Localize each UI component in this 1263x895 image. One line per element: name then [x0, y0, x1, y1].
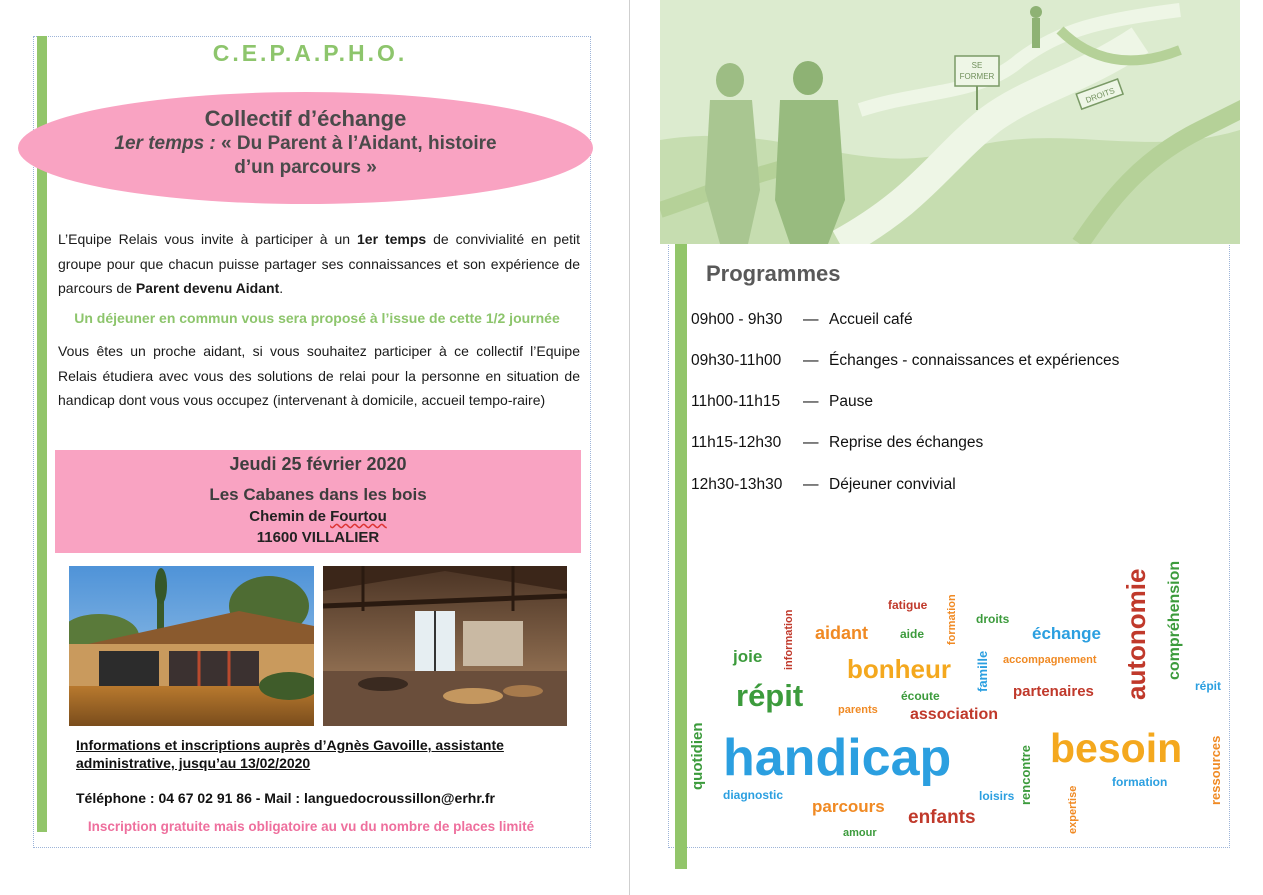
word-autonomie: autonomie [1121, 568, 1151, 700]
programme-item [691, 476, 956, 494]
word-formation-h: formation [1112, 775, 1168, 789]
support-paragraph: Vous êtes un proche aidant, si vous souhaitez participer à ce collectif l’Equipe Relais étudiera avec vous des solutions de relai pour la personne en situation de handicap dont vous vous occupez (intervenant à domicile, accueil tempo-raire) [58, 343, 580, 408]
page-divider [629, 0, 630, 895]
header-title: Collectif d’échange [204, 106, 407, 131]
programme-time: 09h00 - 9h30 [691, 311, 783, 328]
word-expertise: expertise [1067, 785, 1079, 834]
header-subtitle-italic: 1er temps : [114, 133, 216, 154]
programme-heading: Programmes [706, 261, 841, 286]
word-bonheur: bonheur [847, 654, 951, 684]
programme-dash: — [803, 311, 819, 328]
word-enfants: enfants [908, 807, 976, 828]
word-aide: aide [900, 627, 925, 641]
programme-item [691, 434, 983, 452]
contact-info-line2: administrative, jusqu’au 13/02/2020 [76, 755, 311, 771]
programme-dash: — [803, 352, 819, 369]
intro-bold-temps: 1er temps [357, 231, 427, 247]
header-subtitle [18, 133, 593, 155]
sign-former-line1: SE [971, 61, 983, 70]
venue-exterior-photo [69, 566, 314, 726]
event-venue: Les Cabanes dans les bois [209, 485, 427, 504]
word-diagnostic: diagnostic [723, 788, 784, 802]
lunch-note: Un déjeuner en commun vous sera proposé à l’issue de cette 1/2 journée [74, 310, 560, 326]
word-joie: joie [733, 647, 763, 666]
right-accent-bar [675, 244, 687, 869]
word-fatigue: fatigue [888, 598, 928, 612]
word-partenaires: partenaires [1013, 683, 1094, 700]
programme-dash: — [803, 476, 819, 493]
word-droits: droits [976, 612, 1010, 626]
word-besoin: besoin [1050, 725, 1183, 771]
intro-bold-parent: Parent devenu Aidant [135, 280, 280, 296]
intro-text-a: L’Equipe Relais vous invite à participer à un [58, 231, 358, 247]
event-street-name: Fourtou [330, 508, 387, 525]
programme-time: 09h30-11h00 [691, 352, 782, 369]
footer-note: Inscription gratuite mais obligatoire au vu du nombre de places limité [87, 819, 535, 834]
word-comprehension: compréhension [1166, 560, 1183, 680]
word-ressources: ressources [1208, 735, 1223, 805]
word-echange: échange [1032, 624, 1101, 643]
programme-label: Reprise des échanges [829, 434, 984, 451]
word-famille: famille [975, 650, 990, 692]
programme-dash: — [803, 434, 819, 451]
contact-phone-mail: Téléphone : 04 67 02 91 86 - Mail : languedocroussillon@erhr.fr [76, 790, 495, 806]
word-accompagnement: accompagnement [1003, 654, 1097, 666]
intro-paragraph [58, 227, 580, 301]
contact-info-line1: Informations et inscriptions auprès d’Agnès Gavoille, assistante [76, 737, 504, 753]
word-information: information [783, 609, 795, 670]
sign-former-line2: FORMER [959, 72, 995, 81]
sign-droits: DROITS [1084, 86, 1116, 105]
header-subtitle-rest: « Du Parent à l’Aidant, histoire [215, 133, 497, 154]
word-loisirs: loisirs [979, 789, 1015, 803]
intro-text-e: . [279, 280, 284, 296]
programme-dash: — [803, 393, 819, 410]
word-amour: amour [843, 827, 877, 839]
programme-label: Accueil café [829, 311, 913, 328]
word-parcours: parcours [812, 797, 885, 816]
contact-info [76, 736, 566, 772]
word-rencontre: rencontre [1018, 745, 1033, 805]
event-date: Jeudi 25 février 2020 [229, 454, 407, 474]
word-parents: parents [838, 704, 878, 716]
org-title: C.E.P.A.P.H.O. [212, 40, 408, 66]
venue-interior-photo [323, 566, 567, 726]
word-handicap: handicap [723, 729, 952, 787]
word-aidant: aidant [815, 623, 869, 643]
programme-time: 11h15-12h30 [691, 434, 782, 451]
programme-time: 12h30-13h30 [691, 476, 783, 493]
programme-item [691, 393, 873, 411]
word-association: association [910, 706, 999, 723]
event-street-prefix: Chemin de [249, 508, 331, 525]
event-street [55, 508, 581, 525]
word-formation-v: formation [946, 594, 958, 645]
programme-label: Pause [829, 393, 873, 410]
word-repit-small: répit [1195, 679, 1222, 693]
path-illustration [660, 0, 1240, 244]
programme-time: 11h00-11h15 [691, 393, 781, 410]
programme-item [691, 311, 913, 329]
word-repit-big: répit [736, 678, 804, 713]
programme-item [691, 352, 1119, 370]
event-city: 11600 VILLALIER [256, 529, 380, 546]
programme-label: Échanges - connaissances et expériences [829, 352, 1120, 369]
word-ecoute: écoute [901, 689, 940, 703]
word-cloud [690, 540, 1230, 845]
word-quotidien: quotidien [689, 722, 706, 790]
programme-label: Déjeuner convivial [829, 476, 956, 493]
header-subtitle-line2: d’un parcours » [234, 157, 377, 178]
intro-text-c: de convivialité en petit groupe pour que chacun puisse partager ses connaissances et son expérience de parcours de [58, 231, 580, 296]
